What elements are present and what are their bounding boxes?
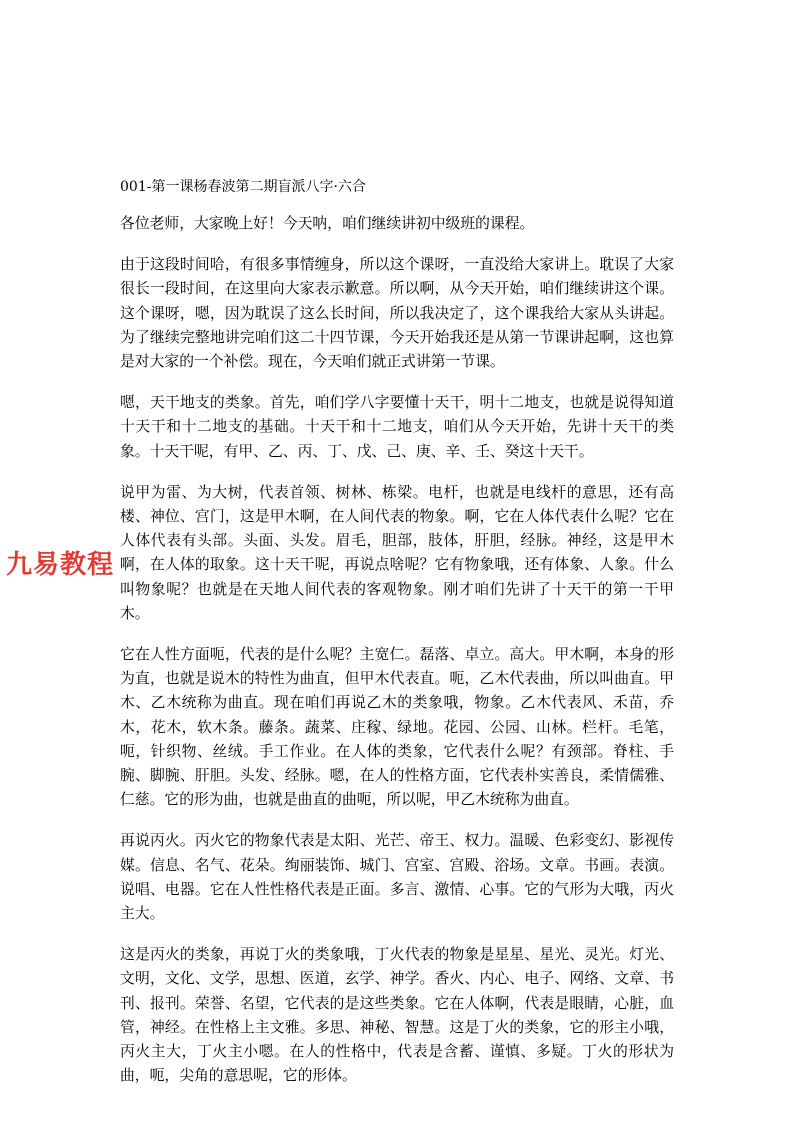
paragraph-apology: 由于这段时间哈，有很多事情缠身，所以这个课呀，一直没给大家讲上。耽误了大家很长一段时间，在这里向大家表示歉意。所以啊，从今天开始，咱们继续讲这个课。这个课呀，嗯，因为耽误了这么长时间，所以我决定了，这个课我给大家从头讲起。为了继续完整地讲完咱们这二十四节课，今天开始我还是从第一节课讲起啊，这也算是对大家的一个补偿。现在，今天咱们就正式讲第一节课。 <box>120 256 674 371</box>
document-title: 001-第一课杨春波第二期盲派八字·六合 <box>120 179 366 195</box>
paragraph-tiangan-intro: 嗯，天干地支的类象。首先，咱们学八字要懂十天干，明十二地支，也就是说得知道十天干和十二地支的基础。十天干和十二地支，咱们从今天开始，先讲十天干的类象。十天干呢，有甲、乙、丙、丁、戊、己、庚、辛、壬、癸这十天干。 <box>120 394 674 460</box>
paragraph-jia-wood: 说甲为雷、为大树，代表首领、树林、栋梁。电杆，也就是电线杆的意思，还有高楼、神位、宫门，这是甲木啊，在人间代表的物象。啊，它在人体代表什么呢？它在人体代表有头部。头面、头发。眉毛，胆部，肢体，肝胆，经脉。神经，这是甲木啊，在人体的取象。这十天干呢，再说点啥呢？它有物象哦，还有体象、人象。什么叫物象呢？也就是在天地人间代表的客观物象。刚才咱们先讲了十天干的第一干甲木。 <box>120 483 674 622</box>
paragraph-yi-wood: 它在人性方面呃，代表的是什么呢？主宽仁。磊落、卓立。高大。甲木啊，本身的形为直，也就是说木的特性为曲直，但甲木代表直。呃，乙木代表曲，所以叫曲直。甲木、乙木统称为曲直。现在咱们再说乙木的类象哦，物象。乙木代表风、禾苗，乔木，花木，软木条。藤条。蔬菜、庄稼、绿地。花园、公园、山林。栏杆。毛笔，呃，针织物、丝绒。手工作业。在人体的类象，它代表什么呢？有颈部。脊柱、手腕、脚腕、肝胆。头发、经脉。嗯，在人的性格方面，它代表朴实善良，柔情儒雅、仁慈。它的形为曲，也就是曲直的曲呃，所以呢，甲乙木统称为曲直。 <box>120 646 674 809</box>
paragraph-bing-fire: 再说丙火。丙火它的物象代表是太阳、光芒、帝王、权力。温暖、色彩变幻、影视传媒。信息、名气、花朵。绚丽装饰、城门、宫室、宫殿、浴场。文章。书画。表演。说唱、电器。它在人性性格代表是正面。多言、激情、心事。它的气形为大哦，丙火主大。 <box>120 832 674 923</box>
watermark-logo: 九易教程 <box>6 550 115 580</box>
paragraph-ding-fire: 这是丙火的类象，再说丁火的类象哦，丁火代表的物象是星星、星光、灵光。灯光、文明，文化、文学，思想、医道，玄学、神学。香火、内心、电子、网络、文章、书刊、报刊。荣誉、名望，它代表的是这些类象。它在人体啊，代表是眼睛，心脏，血管，神经。在性格上主文雅。多思、神秘、智慧。这是丁火的类象，它的形主小哦，丙火主大，丁火主小嗯。在人的性格中，代表是含蓄、谨慎、多疑。丁火的形状为曲，呃，尖角的意思呢，它的形体。 <box>120 946 674 1085</box>
document-body <box>120 176 674 1106</box>
paragraph-greeting: 各位老师，大家晚上好！今天呐，咱们继续讲初中级班的课程。 <box>120 215 535 232</box>
